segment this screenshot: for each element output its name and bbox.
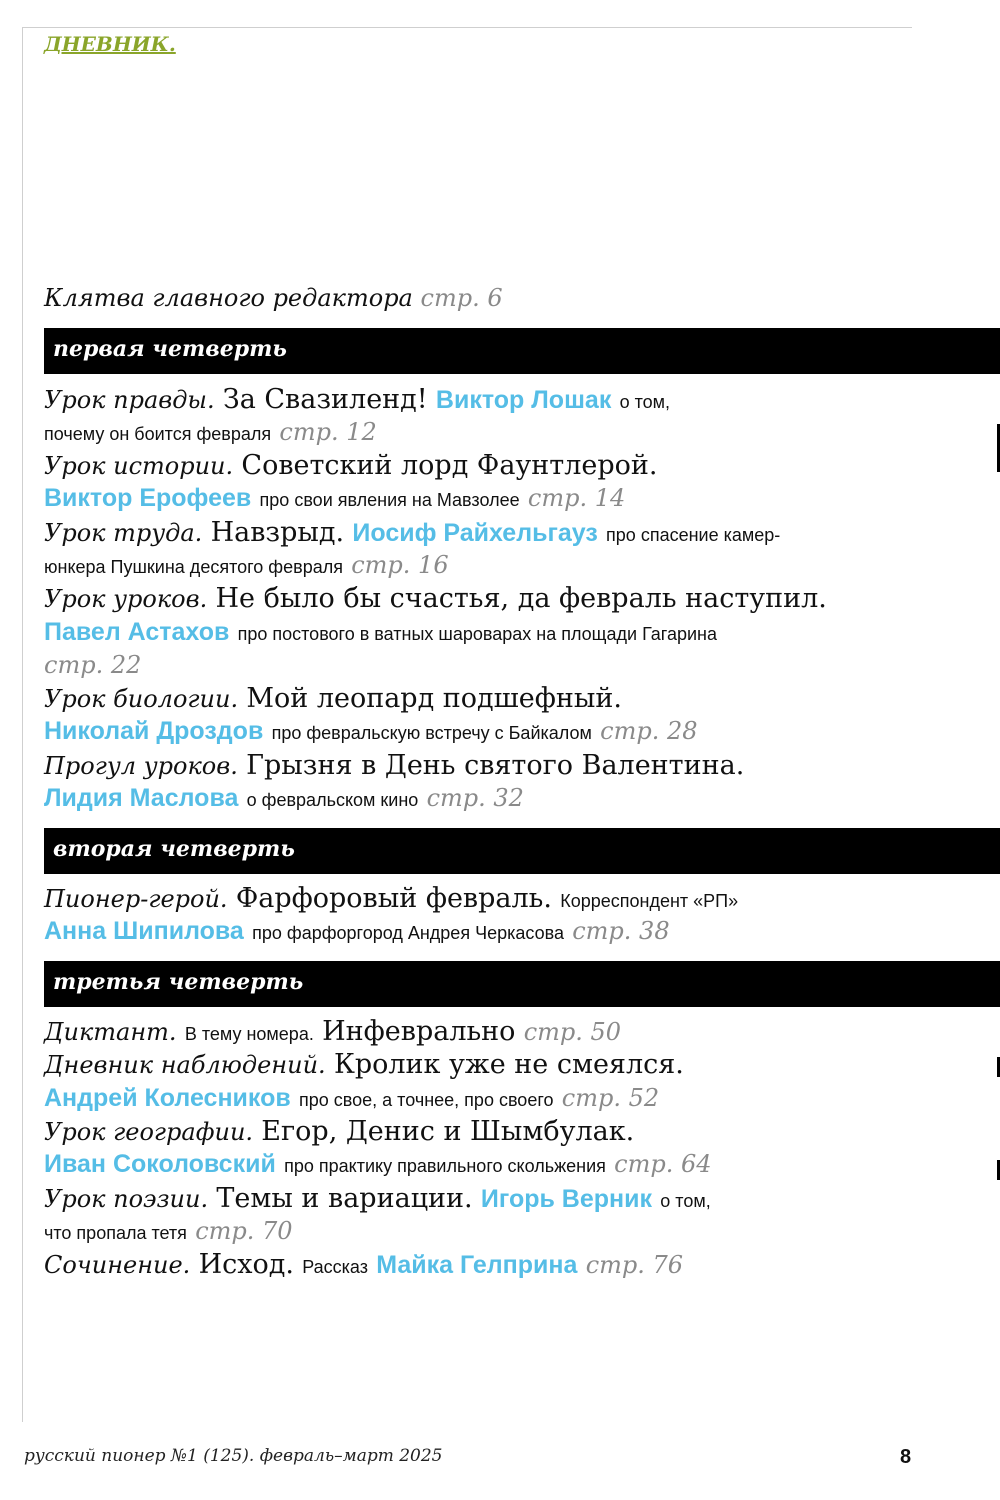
page-ref: стр. 28 xyxy=(600,717,698,745)
page-number: 8 xyxy=(900,1446,912,1468)
author-name: Виктор Ерофеев xyxy=(44,484,252,512)
toc-entry-5[interactable]: Урок биологии. Мой леопард подшефный. xyxy=(44,683,622,714)
toc-entry-12[interactable]: Сочинение. Исход. Рассказ Майка Гелприна стр. 76 xyxy=(44,1249,684,1280)
oath-page: стр. 6 xyxy=(420,284,503,312)
author-name: Лидия Маслова xyxy=(44,784,239,812)
page-ref: стр. 64 xyxy=(614,1150,712,1178)
author-name: Анна Шипилова xyxy=(44,917,244,945)
editor-oath-entry[interactable] xyxy=(44,284,503,312)
toc-entry-7-cont[interactable]: Анна Шипилова про фарфоргород Андрея Черкасова стр. 38 xyxy=(44,917,670,945)
page-ref: стр. 70 xyxy=(195,1217,293,1245)
section-label: вторая четверть xyxy=(53,836,295,862)
toc-entry-11[interactable]: Урок поэзии. Темы и вариации. Игорь Верник о том, xyxy=(44,1183,711,1214)
author-name: Майка Гелприна xyxy=(376,1251,578,1279)
author-name: Андрей Колесников xyxy=(44,1084,291,1112)
frame-top-line xyxy=(22,27,912,28)
toc-entry-5-cont[interactable]: Николай Дроздов про февральскую встречу с Байкалом стр. 28 xyxy=(44,717,698,745)
section-bar-second-quarter xyxy=(44,828,1000,874)
toc-entry-8[interactable]: Диктант. В тему номера. Инфеврально стр. 50 xyxy=(44,1016,622,1047)
page-ref: стр. 22 xyxy=(44,651,142,679)
author-name: Николай Дроздов xyxy=(44,717,264,745)
toc-entry-2-cont[interactable]: Виктор Ерофеев про свои явления на Мавзолее стр. 14 xyxy=(44,484,626,512)
page-ref: стр. 16 xyxy=(351,551,449,579)
toc-entry-4-page[interactable] xyxy=(44,649,141,682)
section-label: первая четверть xyxy=(53,336,287,362)
toc-entry-4[interactable]: Урок уроков. Не было бы счастья, да февраль наступил. xyxy=(44,583,827,614)
toc-entry-9[interactable]: Дневник наблюдений. Кролик уже не смеялся. xyxy=(44,1049,684,1080)
toc-entry-6[interactable]: Прогул уроков. Грызня в День святого Валентина. xyxy=(44,750,745,781)
toc-entry-11-cont[interactable]: что пропала тетя стр. 70 xyxy=(44,1217,293,1245)
toc-entry-3[interactable]: Урок труда. Навзрыд. Иосиф Райхельгауз про спасение камер- xyxy=(44,517,781,548)
section-label: третья четверть xyxy=(53,969,304,995)
page-ref: стр. 14 xyxy=(527,484,626,512)
page-ref: стр. 76 xyxy=(585,1251,684,1279)
page-ref: стр. 32 xyxy=(426,784,524,812)
section-bar-third-quarter xyxy=(44,961,1000,1007)
author-name: Игорь Верник xyxy=(480,1185,653,1213)
toc-entry-1-cont[interactable]: почему он боится февраля стр. 12 xyxy=(44,418,377,446)
toc-entry-1[interactable]: Урок правды. За Свазиленд! Виктор Лошак о том, xyxy=(44,384,671,415)
toc-entry-6-cont[interactable]: Лидия Маслова о февральском кино стр. 32 xyxy=(44,784,524,812)
toc-entry-3-cont[interactable]: юнкера Пушкина десятого февраля стр. 16 xyxy=(44,551,449,579)
author-name: Виктор Лошак xyxy=(435,386,612,414)
toc-entry-10[interactable]: Урок географии. Егор, Денис и Шымбулак. xyxy=(44,1116,635,1147)
page-ref: стр. 12 xyxy=(279,418,377,446)
page-ref: стр. 52 xyxy=(561,1084,660,1112)
toc-entry-4-cont[interactable]: Павел Астахов про постового в ватных шароварах на площади Гагарина xyxy=(44,618,718,646)
author-name: Иосиф Райхельгауз xyxy=(352,519,598,547)
footer-issue-info: русский пионер №1 (125). февраль–март 2025 xyxy=(24,1446,443,1466)
toc-entry-10-cont[interactable]: Иван Соколовский про практику правильного скольжения стр. 64 xyxy=(44,1150,712,1178)
frame-left-line xyxy=(22,27,23,1422)
toc-entry-9-cont[interactable]: Андрей Колесников про свое, а точнее, про своего стр. 52 xyxy=(44,1084,660,1112)
author-name: Иван Соколовский xyxy=(44,1150,276,1178)
author-name: Павел Астахов xyxy=(44,618,230,646)
toc-entry-7[interactable]: Пионер-герой. Фарфоровый февраль. Корреспондент «РП» xyxy=(44,883,739,914)
diary-link[interactable]: ДНЕВНИК. xyxy=(44,32,176,56)
toc-entry-2[interactable]: Урок истории. Советский лорд Фаунтлерой. xyxy=(44,450,658,481)
section-bar-first-quarter xyxy=(44,328,1000,374)
page-ref: стр. 50 xyxy=(523,1018,622,1046)
page-ref: стр. 38 xyxy=(572,917,670,945)
oath-title: Клятва главного редактора xyxy=(44,284,413,312)
